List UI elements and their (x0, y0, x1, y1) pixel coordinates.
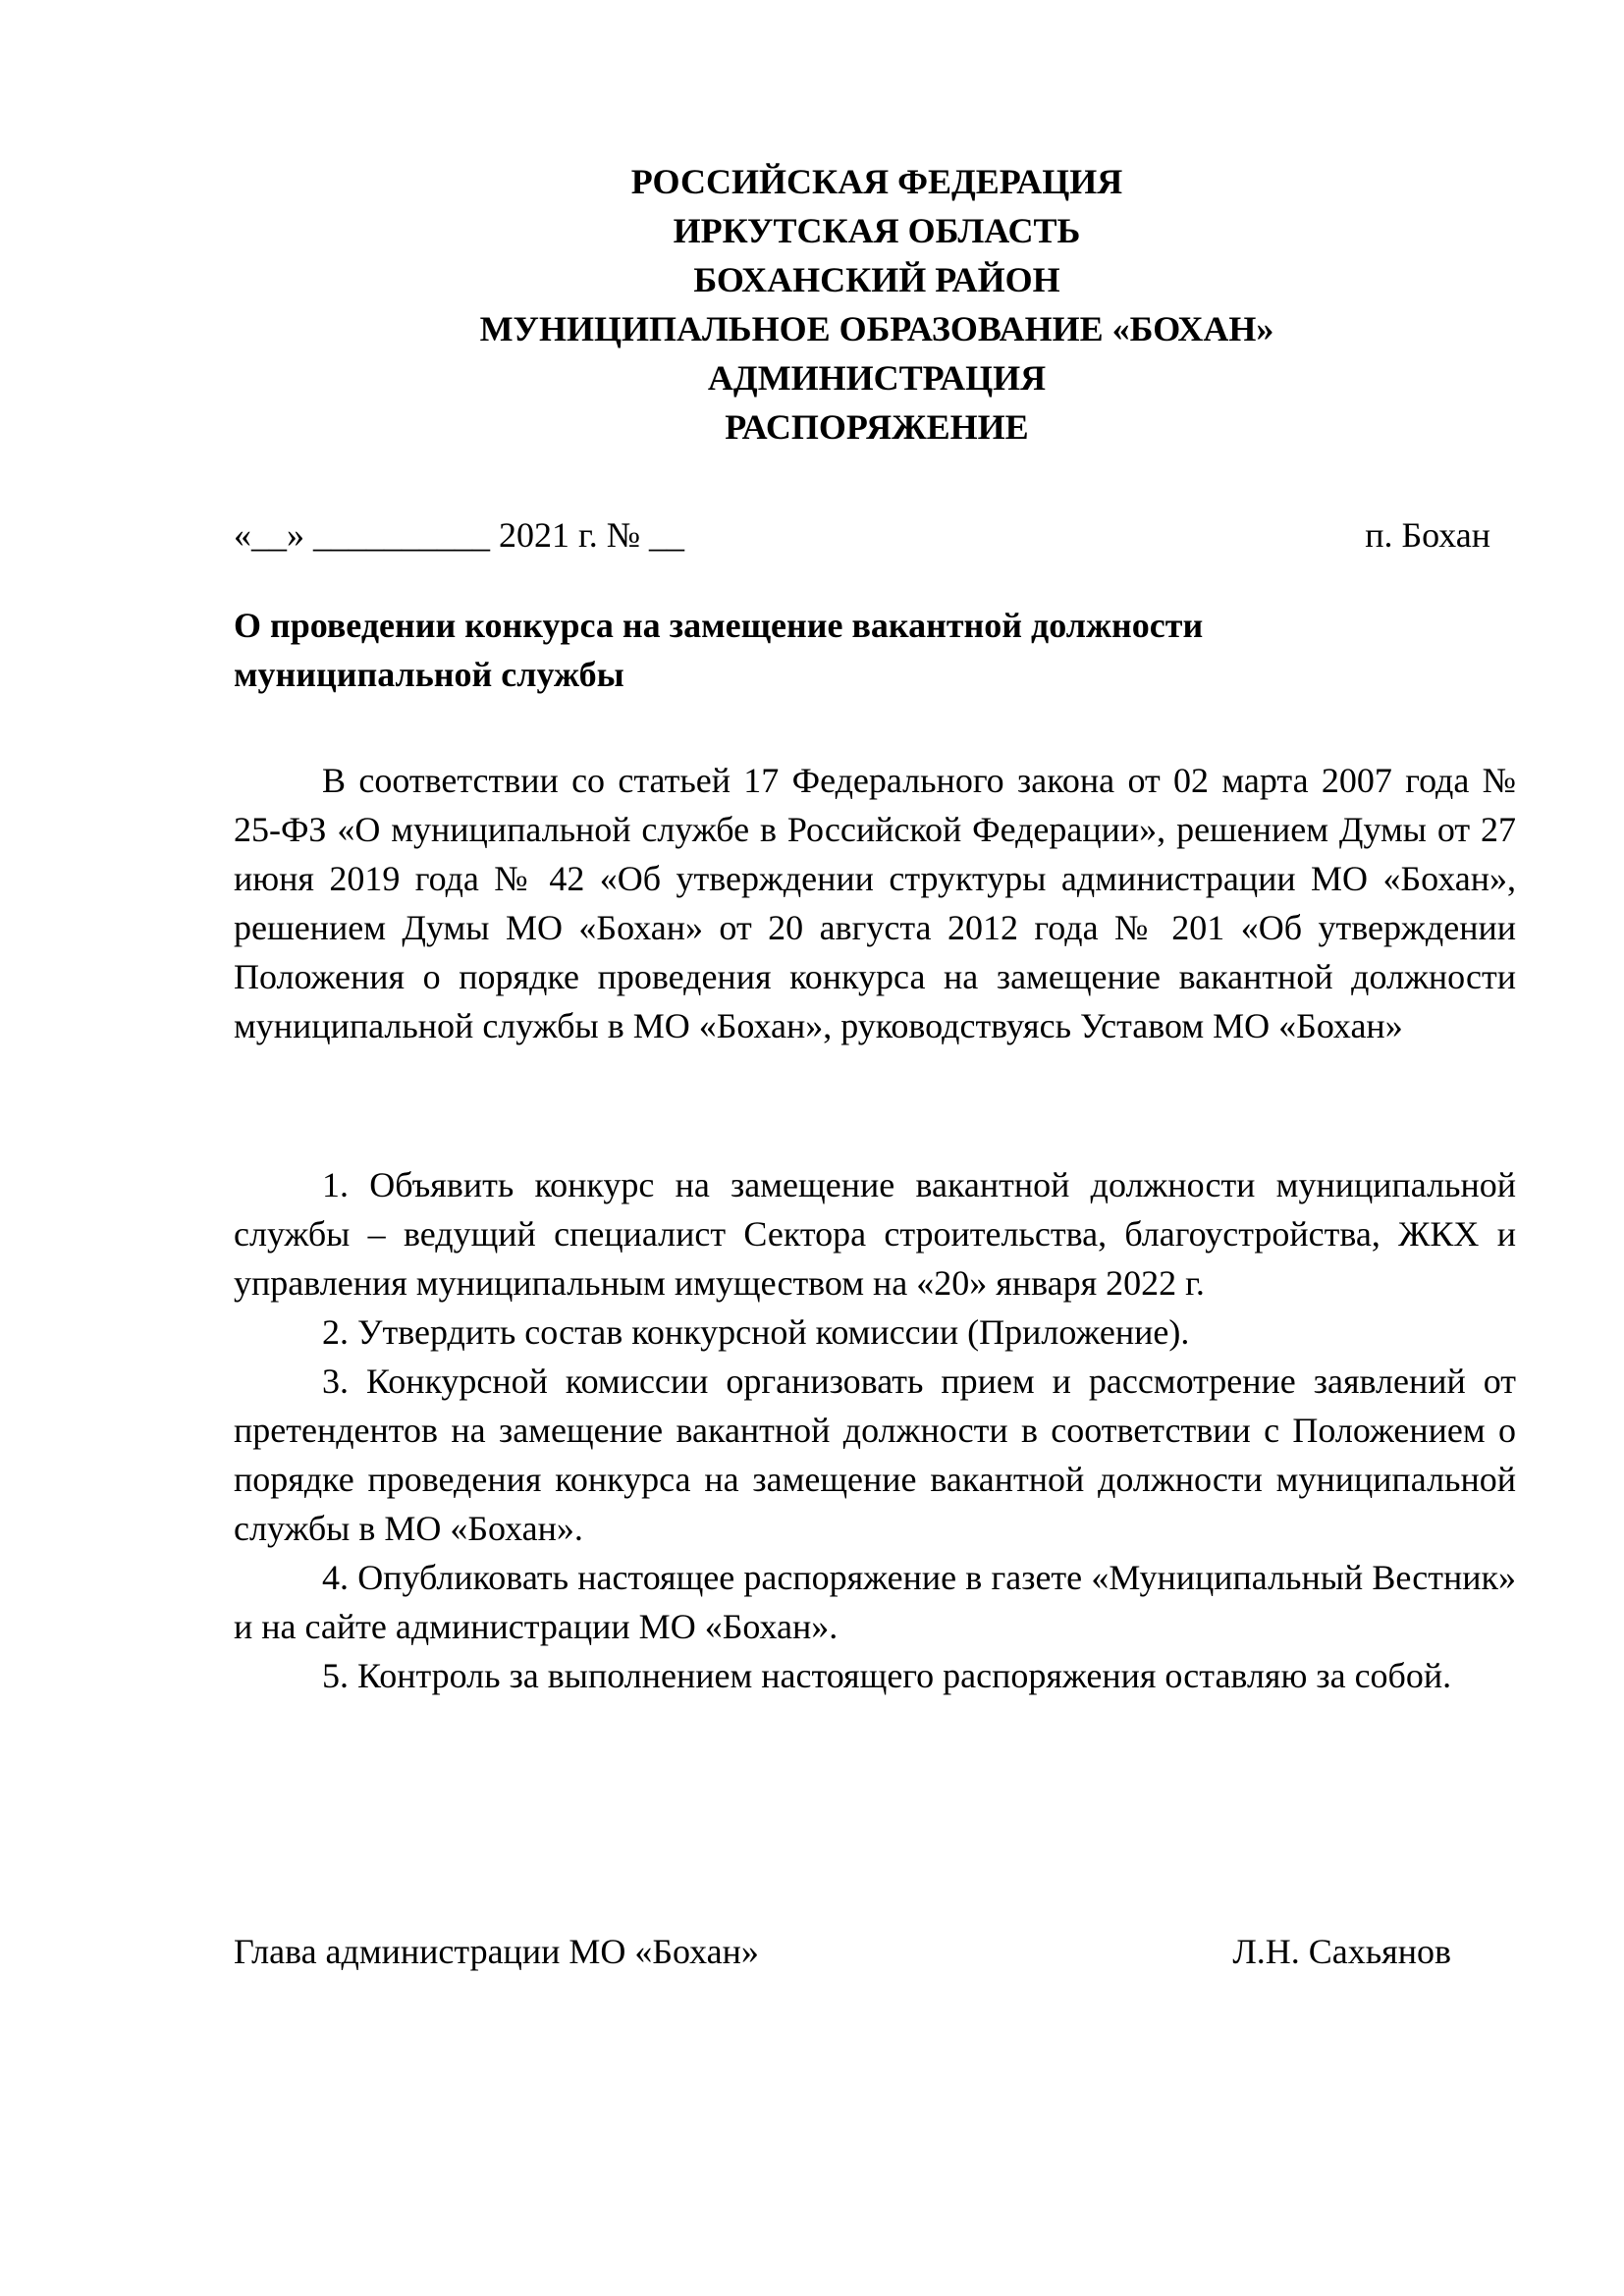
place-name: п. Бохан (1365, 515, 1490, 555)
subject-line-1: О проведении конкурса на замещение вакантной должности (234, 606, 1204, 645)
document-header (0, 157, 1624, 452)
order-item: 1. Объявить конкурс на замещение вакантной должности муниципальной службы – ведущий специалист Сектора строительства, благоустройства, ЖКХ и управления муниципальным имуществом на «20» января 2022 г. (234, 1165, 1516, 1303)
header-administration: АДМИНИСТРАЦИЯ (707, 358, 1047, 398)
document-subject (234, 601, 1412, 699)
signature-block (234, 1927, 1451, 1976)
signatory-name: Л.Н. Сахьянов (1232, 1932, 1451, 1971)
order-items (234, 1160, 1516, 1700)
dateline (234, 510, 1490, 560)
order-item: 4. Опубликовать настоящее распоряжение в газете «Муниципальный Вестник» и на сайте администрации МО «Бохан». (234, 1558, 1516, 1646)
header-document-type: РАСПОРЯЖЕНИЕ (725, 407, 1029, 447)
preamble-paragraph: В соответствии со статьей 17 Федерального закона от 02 марта 2007 года № 25-ФЗ «О муниципальной службе в Российской Федерации», решением Думы от 27 июня 2019 года № 42 «Об утверждении структуры администрации МО «Бохан», решением Думы МО «Бохан» от 20 августа 2012 года № 201 «Об утверждении Положения о порядке проведения конкурса на замещение вакантной должности муниципальной службы в МО «Бохан», руководствуясь Уставом МО «Бохан» (234, 761, 1516, 1045)
order-item: 2. Утвердить состав конкурсной комиссии (Приложение). (322, 1312, 1190, 1352)
header-region: ИРКУТСКАЯ ОБЛАСТЬ (673, 211, 1081, 250)
signatory-position: Глава администрации МО «Бохан» (234, 1932, 759, 1971)
header-district: БОХАНСКИЙ РАЙОН (693, 260, 1060, 299)
order-item: 5. Контроль за выполнением настоящего распоряжения оставляю за собой. (322, 1656, 1452, 1695)
order-item: 3. Конкурсной комиссии организовать прием и рассмотрение заявлений от претендентов на замещение вакантной должности в соответствии с Положением о порядке проведения конкурса на замещение вакантной должности муниципальной службы в МО «Бохан». (234, 1362, 1516, 1548)
header-country: РОССИЙСКАЯ ФЕДЕРАЦИЯ (630, 162, 1123, 201)
subject-line-2: муниципальной службы (234, 655, 624, 694)
header-municipality: МУНИЦИПАЛЬНОЕ ОБРАЗОВАНИЕ «БОХАН» (479, 309, 1274, 348)
date-number: «__» __________ 2021 г. № __ (234, 515, 685, 555)
